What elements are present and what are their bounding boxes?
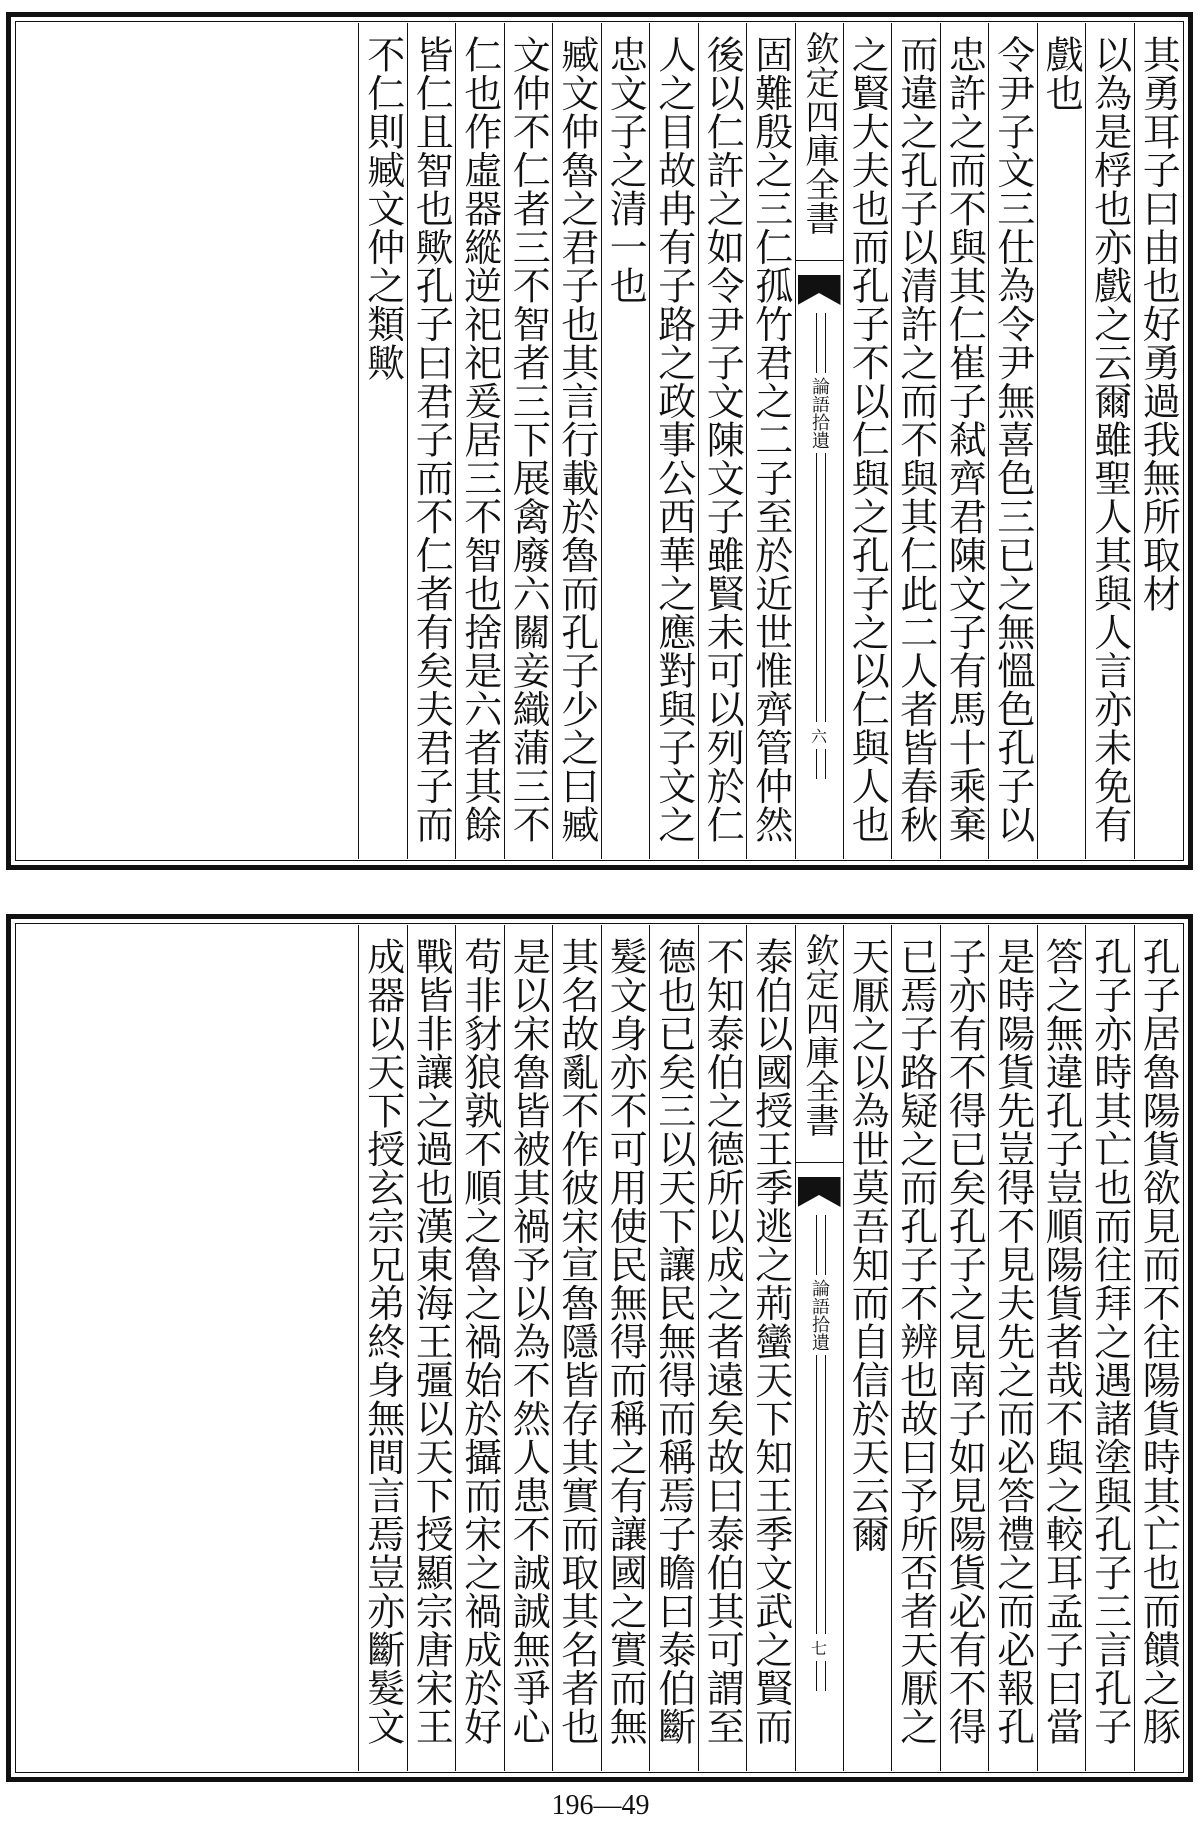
- text-column: 孔子亦時其亡也而往拜之遇諸塗與孔子三言孔子: [1085, 925, 1134, 1771]
- text-column: 忠許之而不與其仁崔子弒齊君陳文子有馬十乘棄: [940, 23, 989, 859]
- text-column: 苟非豺狼孰不順之魯之禍始於攝而宋之禍成於好: [455, 925, 504, 1771]
- text-column: 忠文子之清一也: [601, 23, 650, 859]
- leaf-number: 七: [811, 1634, 827, 1661]
- text-column: 其勇耳子曰由也好勇過我無所取材: [1134, 23, 1183, 859]
- text-column: 戰皆非讓之過也漢東海王彊以天下授顯宗唐宋王: [407, 925, 456, 1771]
- heart-leaf-number: [796, 722, 843, 749]
- series-title: 欽定四庫全書: [799, 31, 839, 235]
- book-title: 論語拾遺: [809, 1275, 829, 1355]
- text-column: 之賢大夫也而孔子不以仁與之孔子之以仁與人也: [843, 23, 892, 859]
- fish-tail-mark-icon: [798, 275, 841, 305]
- page-number: 196—49: [551, 1790, 650, 1821]
- leaf-number: 六: [811, 722, 827, 749]
- block-heart-column: [795, 925, 843, 1771]
- text-column: 是以宋魯皆被其禍予以為不然人患不誠誠無爭心: [504, 925, 553, 1771]
- block-heart-column: [795, 23, 843, 859]
- top-page-panel: [6, 12, 1193, 870]
- text-column: 文仲不仁者三不智者三下展禽廢六關妾織蒲三不: [504, 23, 553, 859]
- text-column: 臧文仲魯之君子也其言行載於魯而孔子少之曰臧: [552, 23, 601, 859]
- heart-book-label: [796, 1275, 843, 1355]
- bottom-text-columns: [17, 925, 1182, 1771]
- text-column: 子亦有不得已矣孔子之見南子如見陽貨必有不得: [940, 925, 989, 1771]
- fish-tail-mark-icon: [798, 1177, 841, 1207]
- top-text-columns: [17, 23, 1182, 859]
- heart-title-band: [796, 23, 843, 261]
- text-column: 德也已矣三以天下讓民無得而稱焉子瞻曰泰伯斷: [649, 925, 698, 1771]
- heart-leaf-number: [796, 1634, 843, 1661]
- text-column: 固難殷之三仁孤竹君之二子至於近世惟齊管仲然: [746, 23, 795, 859]
- text-column: 髮文身亦不可用使民無得而稱之有讓國之實而無: [601, 925, 650, 1771]
- text-column: 天厭之以為世莫吾知而自信於天云爾: [843, 925, 892, 1771]
- text-column: 令尹子文三仕為令尹無喜色三已之無慍色孔子以: [988, 23, 1037, 859]
- text-column: 戲也: [1037, 23, 1086, 859]
- text-column: 成器以天下授玄宗兄弟終身無間言焉豈亦斷髮文: [358, 925, 407, 1771]
- text-column: 以為是桴也亦戲之云爾雖聖人其與人言亦未免有: [1085, 23, 1134, 859]
- text-column: 人之目故冉有子路之政事公西華之應對與子文之: [649, 23, 698, 859]
- heart-book-label: [796, 373, 843, 453]
- text-column: 仁也作虛器縱逆祀祀爰居三不智也捨是六者其餘: [455, 23, 504, 859]
- text-column: 孔子居魯陽貨欲見而不往陽貨時其亡也而饋之豚: [1134, 925, 1183, 1771]
- text-column: 泰伯以國授王季逃之荊蠻天下知王季文武之賢而: [746, 925, 795, 1771]
- text-column: 是時陽貨先豈得不見夫先之而必答禮之而必報孔: [988, 925, 1037, 1771]
- text-column: 不知泰伯之德所以成之者遠矣故曰泰伯其可謂至: [698, 925, 747, 1771]
- heart-title-band: [796, 925, 843, 1163]
- text-column: 已焉子路疑之而孔子不辨也故曰予所否者天厭之: [891, 925, 940, 1771]
- series-title: 欽定四庫全書: [799, 933, 839, 1137]
- text-column: 其名故亂不作彼宋宣魯隱皆存其實而取其名者也: [552, 925, 601, 1771]
- text-column: 而違之孔子以清許之而不與其仁此二人者皆春秋: [891, 23, 940, 859]
- text-column: 皆仁且智也歟孔子曰君子而不仁者有矣夫君子而: [407, 23, 456, 859]
- text-column: 答之無違孔子豈順陽貨者哉不與之較耳孟子曰當: [1037, 925, 1086, 1771]
- book-title: 論語拾遺: [809, 373, 829, 453]
- bottom-page-panel: [6, 914, 1193, 1782]
- text-column: 不仁則臧文仲之類歟: [358, 23, 407, 859]
- text-column: 後以仁許之如令尹子文陳文子雖賢未可以列於仁: [698, 23, 747, 859]
